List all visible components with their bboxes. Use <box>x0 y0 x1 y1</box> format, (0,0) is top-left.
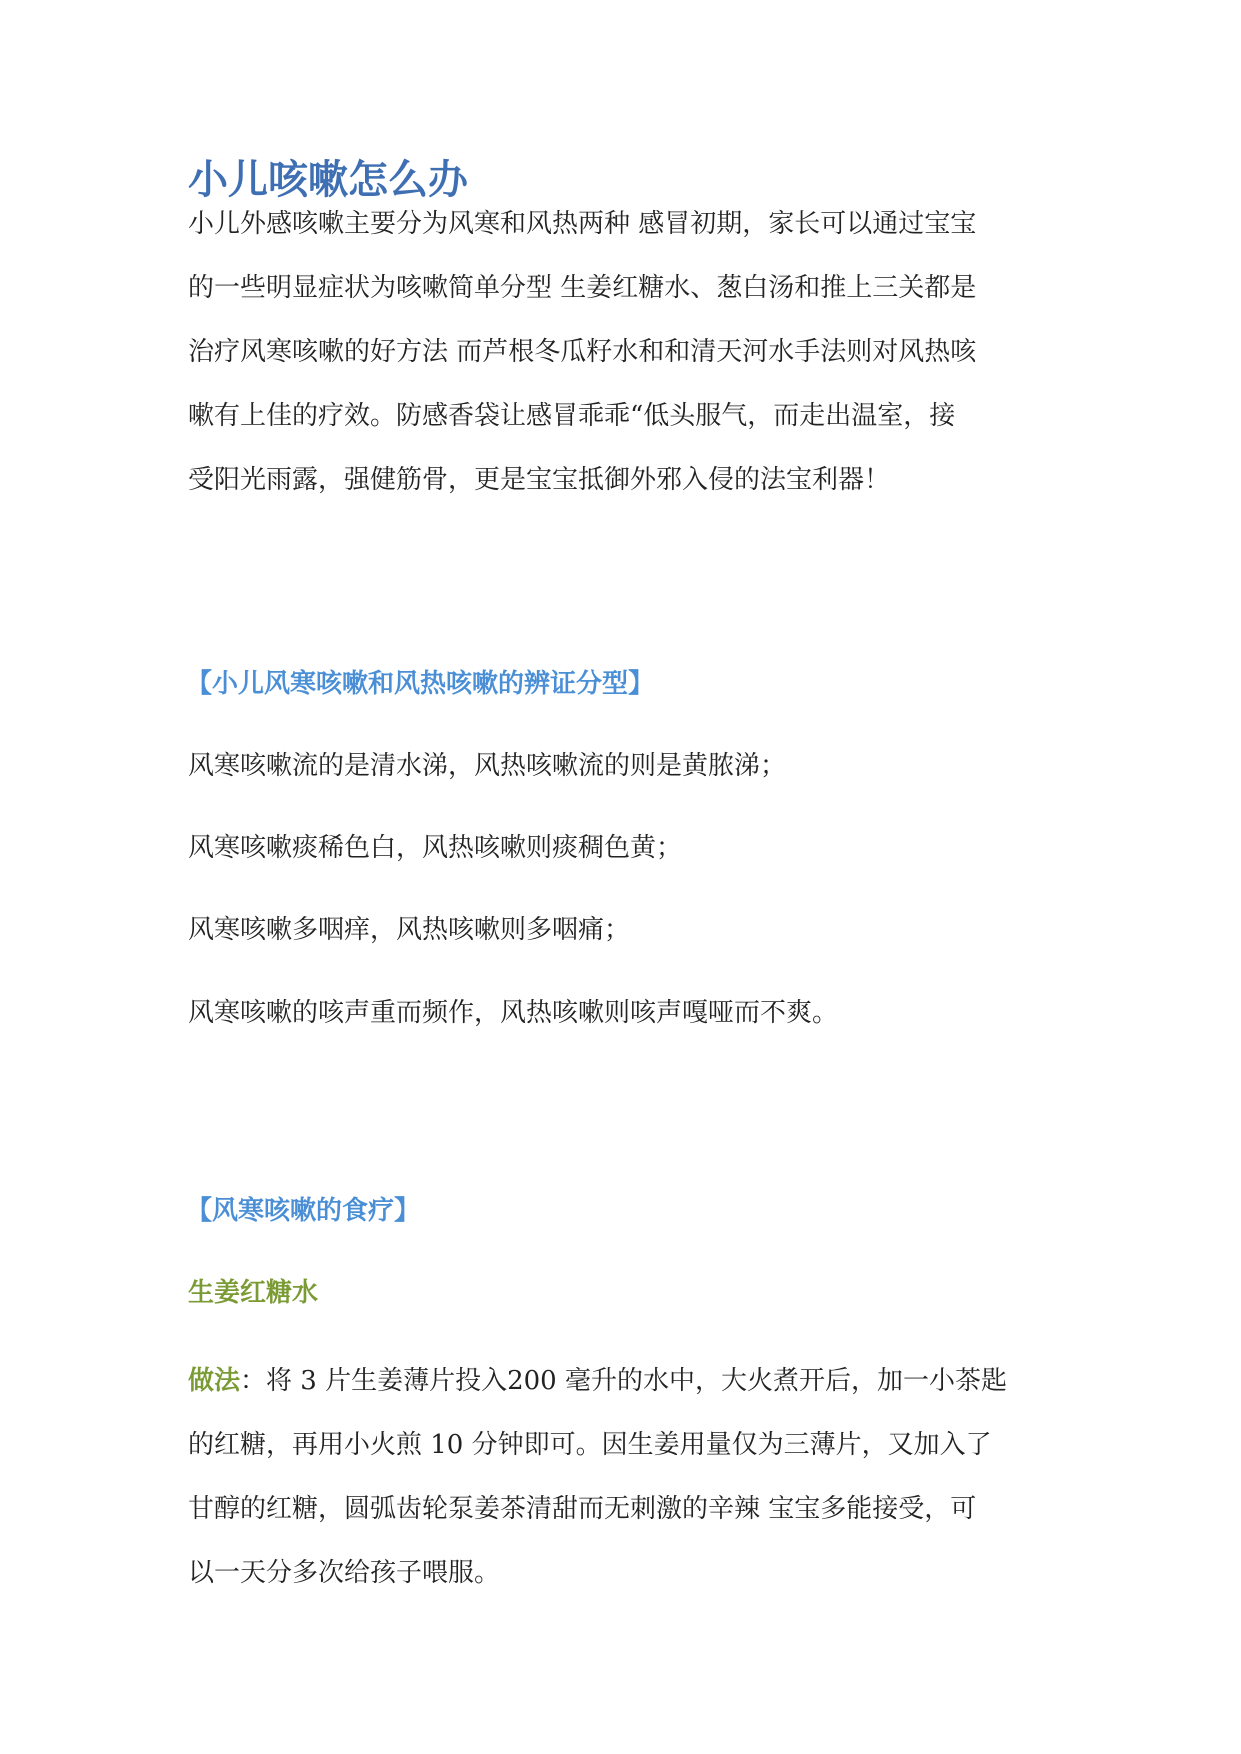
section-heading-differentiation: 【小儿风寒咳嗽和风热咳嗽的辨证分型】 <box>186 669 655 699</box>
differentiation-item: 风寒咳嗽痰稀色白，风热咳嗽则痰稠色黄； <box>188 833 683 863</box>
method-text: ：将 3 片生姜薄片投入200 毫升的水中，大火煮开后，加一小茶匙 <box>240 1366 1007 1396</box>
intro-line: 的一些明显症状为咳嗽简单分型 生姜红糖水、葱白汤和推上三关都是 <box>188 273 977 303</box>
differentiation-item: 风寒咳嗽的咳声重而频作，风热咳嗽则咳声嘎哑而不爽。 <box>188 998 839 1028</box>
section-heading-diet-therapy: 【风寒咳嗽的食疗】 <box>186 1196 421 1226</box>
intro-line: 小儿外感咳嗽主要分为风寒和风热两种 感冒初期，家长可以通过宝宝 <box>188 209 977 239</box>
recipe-title: 生姜红糖水 <box>188 1278 319 1308</box>
method-line: 的红糖，再用小火煎 10 分钟即可。因生姜用量仅为三薄片，又加入了 <box>188 1430 992 1460</box>
method-line <box>188 1349 1068 1413</box>
intro-line: 嗽有上佳的疗效。防感香袋让感冒乖乖“低头服气，而走出温室，接 <box>188 401 956 431</box>
intro-paragraph <box>188 192 1068 512</box>
method-line: 以一天分多次给孩子喂服。 <box>188 1558 501 1588</box>
page-title: 小儿咳嗽怎么办 <box>188 156 468 203</box>
intro-line: 受阳光雨露，强健筋骨，更是宝宝抵御外邪入侵的法宝利器！ <box>188 465 891 495</box>
differentiation-item: 风寒咳嗽流的是清水涕，风热咳嗽流的则是黄脓涕； <box>188 751 787 781</box>
intro-line: 治疗风寒咳嗽的好方法 而芦根冬瓜籽水和和清天河水手法则对风热咳 <box>188 337 977 367</box>
differentiation-item: 风寒咳嗽多咽痒，风热咳嗽则多咽痛； <box>188 915 631 945</box>
method-line: 甘醇的红糖，圆弧齿轮泵姜茶清甜而无刺激的辛辣 宝宝多能接受，可 <box>188 1494 977 1524</box>
method-label: 做法 <box>188 1366 241 1396</box>
recipe-method-paragraph <box>188 1349 1068 1605</box>
